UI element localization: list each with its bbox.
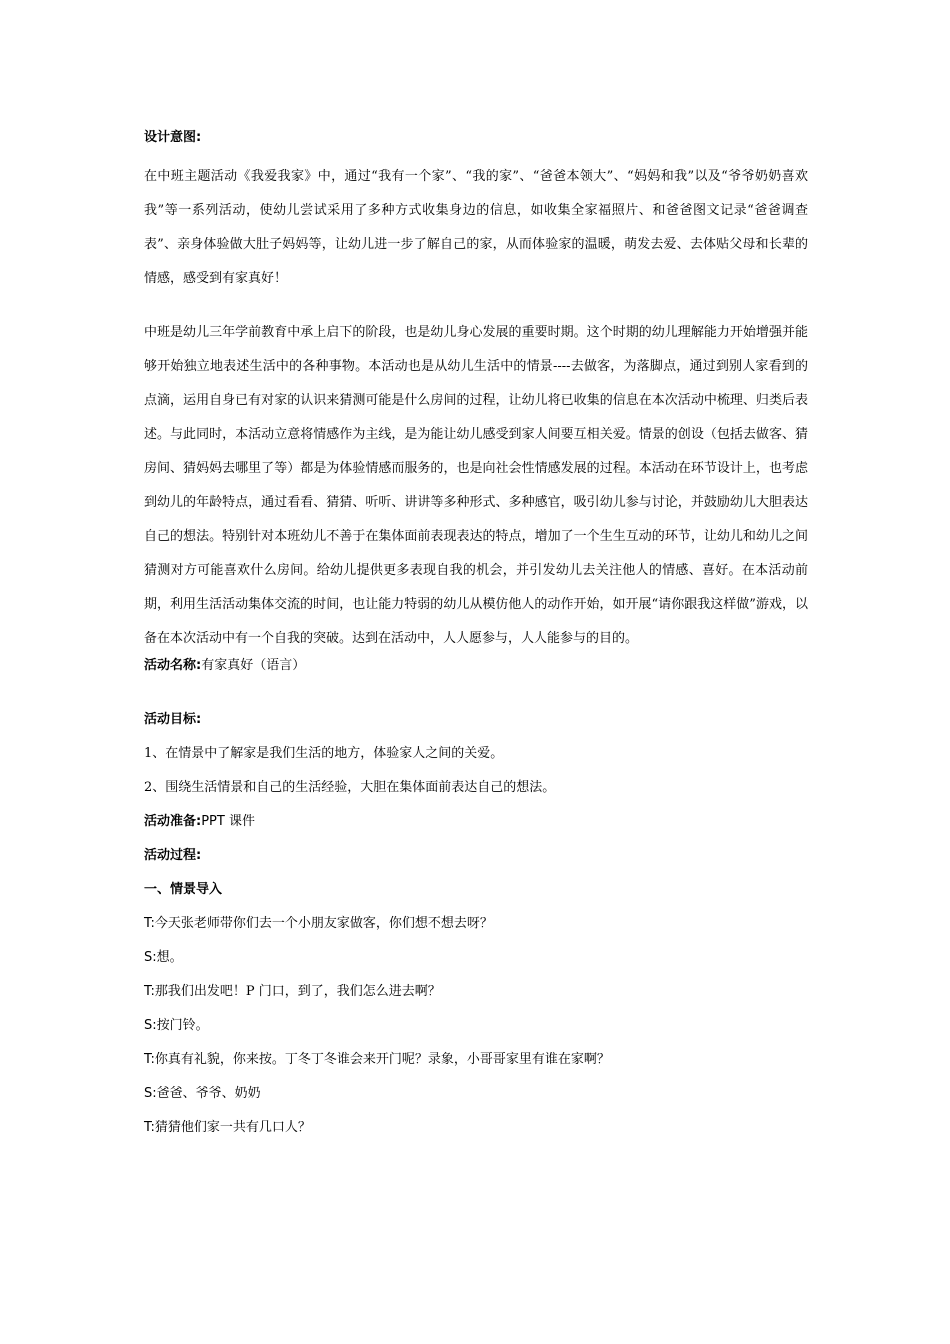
goal-item bbox=[144, 744, 808, 764]
dialogue-speaker: T: bbox=[144, 984, 155, 999]
blank-line bbox=[144, 690, 808, 710]
dialogue-line bbox=[144, 914, 808, 934]
activity-goals-heading: 活动目标: bbox=[144, 712, 202, 727]
step-heading: 一、情景导入 bbox=[144, 882, 223, 897]
dialogue-line bbox=[144, 982, 808, 1002]
dialogue-speaker: S: bbox=[144, 1086, 157, 1101]
dialogue-line bbox=[144, 1016, 808, 1036]
activity-prep-line bbox=[144, 812, 808, 832]
dialogue-text: 那我们出发吧！P 门口，到了，我们怎么进去啊？ bbox=[154, 984, 441, 999]
dialogue-speaker: S: bbox=[144, 1018, 157, 1033]
dialogue-text: 想。 bbox=[156, 950, 183, 965]
design-intent-paragraph: 在中班主题活动《我爱我家》中，通过“我有一个家”、“我的家”、“爸爸本领大”、“妈妈和我”以及“爷爷奶奶喜欢我”等一系列活动，使幼儿尝试采用了多种方式收集身边的信息，如收集全家福照片、和爸爸图文记录“爸爸调查表”、亲身体验做大肚子妈妈等，让幼儿进一步了解自己的家，从而体验家的温暖，萌发去爱、去体贴父母和长辈的情感，感受到有家真好！ bbox=[144, 169, 808, 286]
document-page bbox=[144, 120, 808, 1152]
activity-prep-value: PPT 课件 bbox=[201, 814, 255, 829]
blank-line bbox=[144, 296, 808, 316]
dialogue-text: 猜猜他们家一共有几口人？ bbox=[154, 1120, 311, 1135]
dialogue-line bbox=[144, 948, 808, 968]
activity-process-heading: 活动过程: bbox=[144, 848, 202, 863]
dialogue-line bbox=[144, 1050, 808, 1070]
activity-name-value: 有家真好（语言） bbox=[201, 658, 306, 673]
goal-item bbox=[144, 778, 808, 798]
dialogue-text: 今天张老师带你们去一个小朋友家做客，你们想不想去呀？ bbox=[154, 916, 493, 931]
design-intent-heading: 设计意图: bbox=[144, 130, 202, 145]
dialogue-text: 你真有礼貌，你来按。丁冬丁冬谁会来开门呢？录象，小哥哥家里有谁在家啊？ bbox=[154, 1052, 610, 1067]
dialogue-speaker: T: bbox=[144, 1120, 155, 1135]
dialogue-line bbox=[144, 1118, 808, 1138]
activity-prep-label: 活动准备: bbox=[144, 814, 202, 829]
dialogue-text: 爸爸、爷爷、奶奶 bbox=[156, 1086, 261, 1101]
dialogue-speaker: S: bbox=[144, 950, 157, 965]
dialogue-speaker: T: bbox=[144, 1052, 155, 1067]
dialogue-speaker: T: bbox=[144, 916, 155, 931]
dialogue-text: 按门铃。 bbox=[156, 1018, 209, 1033]
activity-name-line bbox=[144, 656, 808, 676]
goal-item-text: 1、在情景中了解家是我们生活的地方，体验家人之间的关爱。 bbox=[144, 746, 504, 761]
analysis-paragraph: 中班是幼儿三年学前教育中承上启下的阶段，也是幼儿身心发展的重要时期。这个时期的幼儿理解能力开始增强并能够开始独立地表述生活中的各种事物。本活动也是从幼儿生活中的情景----去做客，为落脚点，通过到别人家看到的点滴，运用自身已有对家的认识来猜测可能是什么房间的过程，让幼儿将已收集的信息在本次活动中梳理、归类后表述。与此同时，本活动立意将情感作为主线，是为能让幼儿感受到家人间要互相关爱。情景的创设（包括去做客、猜房间、猜妈妈去哪里了等）都是为体验情感而服务的，也是向社会性情感发展的过程。本活动在环节设计上，也考虑到幼儿的年龄特点，通过看看、猜猜、听听、讲讲等多种形式、多种感官，吸引幼儿参与讨论，并鼓励幼儿大胆表达自己的想法。特别针对本班幼儿不善于在集体面前表现表达的特点，增加了一个生生互动的环节，让幼儿和幼儿之间猜测对方可能喜欢什么房间。给幼儿提供更多表现自我的机会，并引发幼儿去关注他人的情感、喜好。在本活动前期，利用生活活动集体交流的时间，也让能力特弱的幼儿从模仿他人的动作开始，如开展“请你跟我这样做”游戏，以备在本次活动中有一个自我的突破。达到在活动中，人人愿参与，人人能参与的目的。 bbox=[144, 325, 808, 646]
goal-item-text: 2、围绕生活情景和自己的生活经验，大胆在集体面前表达自己的想法。 bbox=[144, 780, 556, 795]
dialogue-line bbox=[144, 1084, 808, 1104]
activity-name-label: 活动名称: bbox=[144, 658, 202, 673]
